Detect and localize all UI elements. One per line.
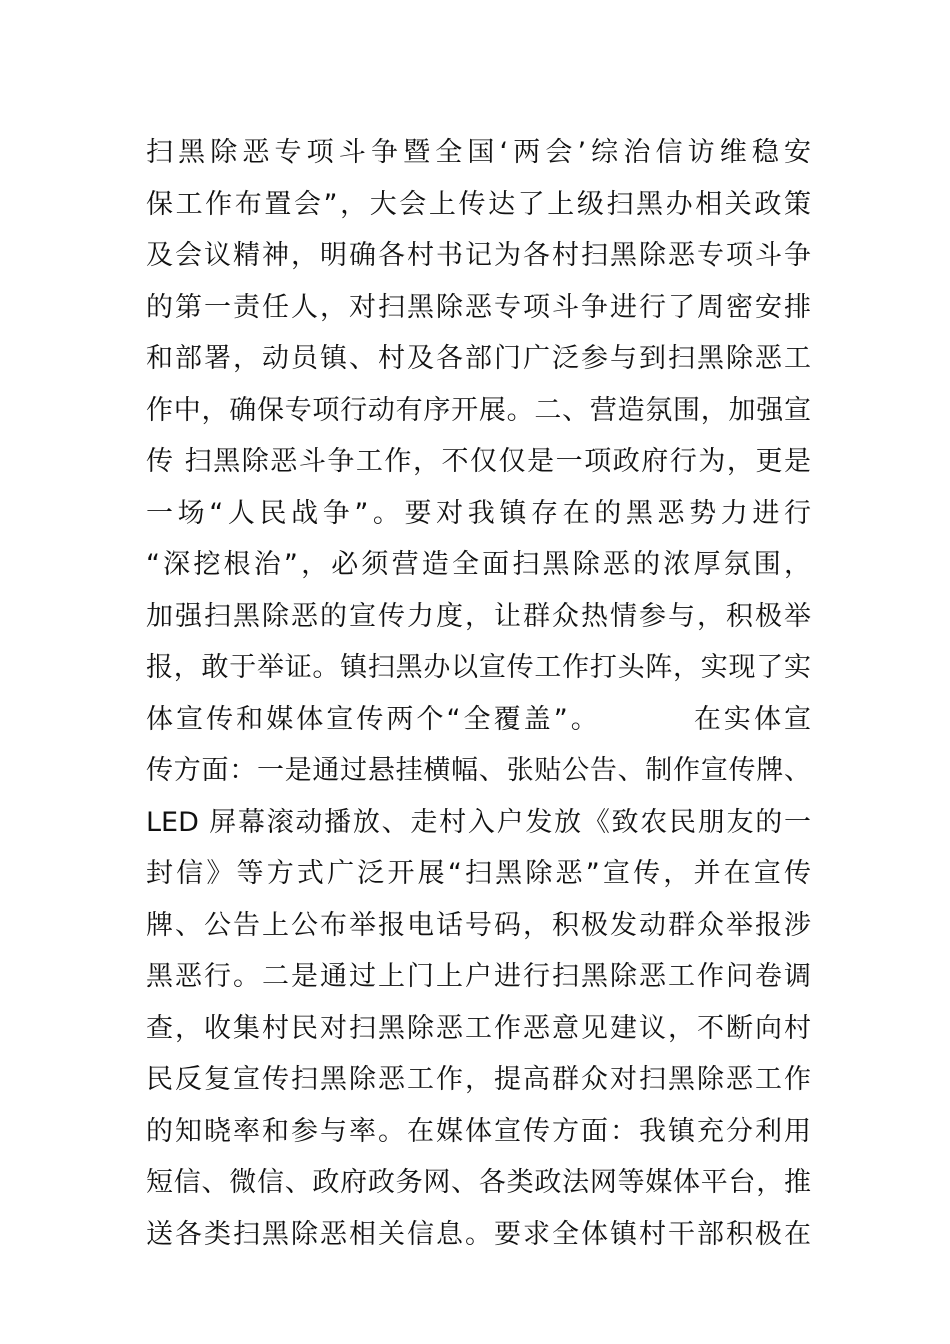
text-line: 查，收集村民对扫黑除恶工作恶意见建议，不断向村 xyxy=(146,1012,811,1044)
text-line: 传方面：一是通过悬挂横幅、张贴公告、制作宣传牌、 xyxy=(146,755,811,786)
text-line: 牌、公告上公布举报电话号码，积极发动群众举报涉 xyxy=(146,909,811,941)
text-line: 传 扫黑除恶斗争工作，不仅仅是一项政府行为，更是 xyxy=(146,446,811,477)
text-line: 报，敢于举证。镇扫黑办以宣传工作打头阵，实现了实 xyxy=(146,652,811,683)
text-line: 送各类扫黑除恶相关信息。要求全体镇村干部积极在 xyxy=(146,1218,811,1250)
text-line: 民反复宣传扫黑除恶工作，提高群众对扫黑除恶工作 xyxy=(146,1064,811,1095)
text-line: 保工作布置会”，大会上传达了上级扫黑办相关政策 xyxy=(146,188,811,220)
text-line: 体宣传和媒体宣传两个“全覆盖”。 在实体宣 xyxy=(146,703,811,735)
text-line: 扫黑除恶专项斗争暨全国‘两会’综治信访维稳安 xyxy=(146,137,811,168)
text-line: 黑恶行。二是通过上门上户进行扫黑除恶工作问卷调 xyxy=(146,961,811,992)
text-line: “深挖根治”，必须营造全面扫黑除恶的浓厚氛围， xyxy=(146,549,811,580)
text-line: 作中，确保专项行动有序开展。二、营造氛围，加强宣 xyxy=(146,394,811,426)
text-line: 短信、微信、政府政务网、各类政法网等媒体平台，推 xyxy=(146,1167,811,1198)
text-line: 和部署，动员镇、村及各部门广泛参与到扫黑除恶工 xyxy=(146,343,811,374)
text-line: LED 屏幕滚动播放、走村入户发放《致农民朋友的一 xyxy=(146,806,811,838)
text-line: 及会议精神，明确各村书记为各村扫黑除恶专项斗争 xyxy=(146,240,811,271)
text-line: 加强扫黑除恶的宣传力度，让群众热情参与，积极举 xyxy=(146,600,811,632)
body-text xyxy=(146,127,811,1260)
text-line: 的知晓率和参与率。在媒体宣传方面：我镇充分利用 xyxy=(146,1115,811,1147)
text-line: 封信》等方式广泛开展“扫黑除恶”宣传，并在宣传 xyxy=(146,858,811,889)
text-line: 的第一责任人，对扫黑除恶专项斗争进行了周密安排 xyxy=(146,291,811,323)
text-line: 一场“人民战争”。要对我镇存在的黑恶势力进行 xyxy=(146,497,811,529)
